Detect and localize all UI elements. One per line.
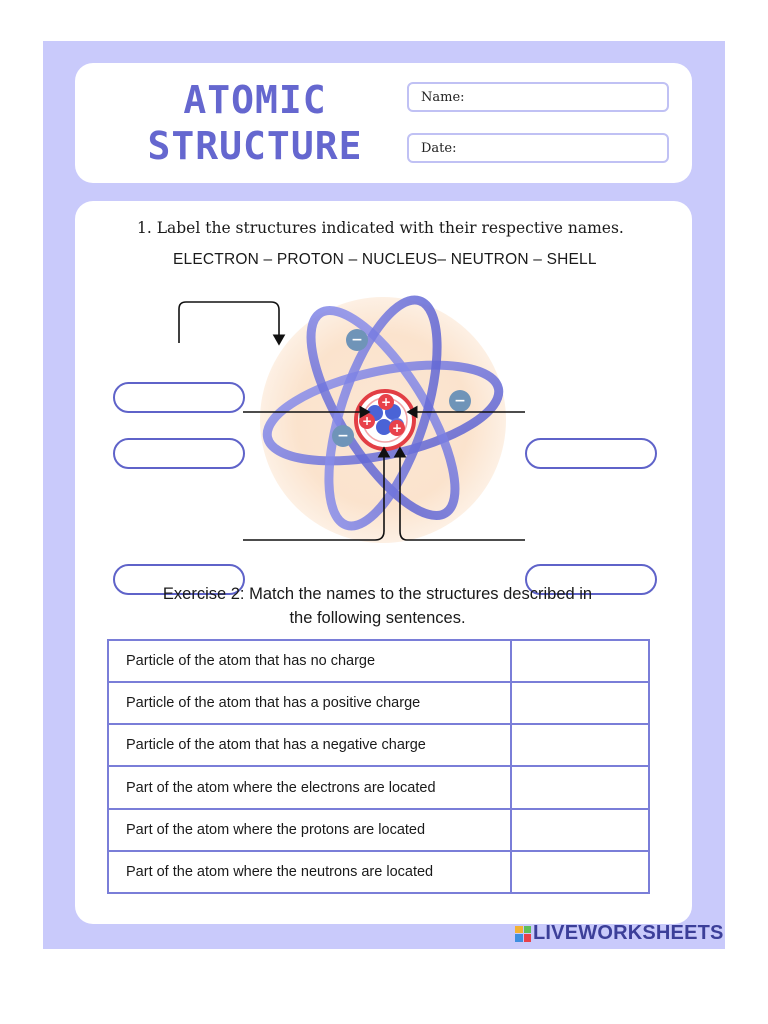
date-label: Date:: [421, 141, 457, 156]
proton: [378, 394, 394, 410]
label-answer-box[interactable]: [525, 438, 657, 469]
row-answer-cell[interactable]: [511, 809, 649, 851]
brand-name: LIVEWORKSHEETS: [533, 922, 724, 944]
label-answer-box[interactable]: [113, 438, 245, 469]
svg-text:−: −: [351, 332, 363, 348]
title-line-2: STRUCTURE: [147, 124, 363, 168]
word-bank: ELECTRON – PROTON – NUCLEUS– NEUTRON – SHELL: [173, 251, 597, 268]
electron: [346, 329, 368, 351]
exercise-2-instruction: [75, 582, 692, 630]
worksheet-title: [115, 77, 395, 169]
name-field[interactable]: [407, 82, 669, 112]
row-answer-cell[interactable]: [511, 766, 649, 808]
pointer-top-left: [179, 302, 279, 344]
exercise-card: [75, 201, 692, 924]
row-answer-cell[interactable]: [511, 851, 649, 893]
svg-text:−: −: [454, 393, 466, 409]
exercise-2-line-2: the following sentences.: [289, 609, 466, 627]
title-line-1: ATOMIC: [183, 78, 327, 122]
svg-text:+: +: [380, 395, 392, 409]
row-description: Part of the atom where the electrons are located: [108, 766, 511, 808]
row-answer-cell[interactable]: [511, 682, 649, 724]
table-row: [108, 682, 649, 724]
table-row: [108, 724, 649, 766]
table-row: [108, 809, 649, 851]
table-row: [108, 851, 649, 893]
proton: [389, 420, 405, 436]
svg-text:+: +: [361, 414, 373, 428]
row-answer-cell[interactable]: [511, 724, 649, 766]
exercise-1-instruction: 1. Label the structures indicated with their respective names.: [137, 219, 624, 237]
electron: [449, 390, 471, 412]
row-description: Part of the atom where the neutrons are located: [108, 851, 511, 893]
electron: [332, 425, 354, 447]
row-description: Particle of the atom that has no charge: [108, 640, 511, 682]
worksheet-background: [43, 41, 725, 949]
date-field[interactable]: [407, 133, 669, 163]
liveworksheets-logo[interactable]: [515, 922, 724, 945]
row-description: Part of the atom where the protons are located: [108, 809, 511, 851]
liveworksheets-logo-icon: [515, 926, 531, 942]
svg-text:+: +: [391, 421, 403, 435]
exercise-2-line-1: Exercise 2: Match the names to the structures described in: [162, 585, 593, 603]
row-description: Particle of the atom that has a positive charge: [108, 682, 511, 724]
table-row: [108, 766, 649, 808]
svg-text:−: −: [337, 428, 349, 444]
row-answer-cell[interactable]: [511, 640, 649, 682]
nucleus: [356, 391, 414, 449]
proton: [359, 413, 375, 429]
header-card: [75, 63, 692, 183]
table-row: [108, 640, 649, 682]
row-description: Particle of the atom that has a negative charge: [108, 724, 511, 766]
name-label: Name:: [421, 90, 465, 105]
matching-table: [107, 639, 650, 894]
label-answer-box[interactable]: [113, 382, 245, 413]
